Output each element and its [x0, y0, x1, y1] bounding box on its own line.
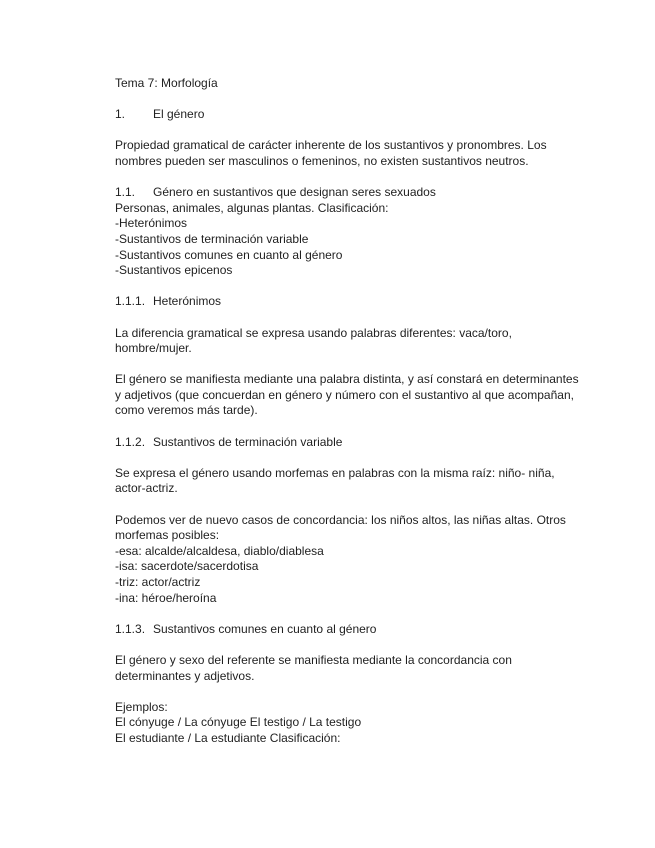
section-1-1-title: Género en sustantivos que designan seres sexuados [153, 185, 436, 200]
paragraph-line: actor-actriz. [115, 481, 178, 496]
section-1-1-2-title: Sustantivos de terminación variable [153, 434, 343, 449]
list-item: -esa: alcalde/alcaldesa, diablo/diablesa [115, 543, 324, 558]
spacer [115, 123, 585, 139]
paragraph-line: La diferencia gramatical se expresa usando palabras diferentes: vaca/toro, [115, 325, 512, 340]
list-item: -isa: sacerdote/sacerdotisa [115, 559, 259, 574]
spacer [115, 92, 585, 108]
section-1-1-3-title: Sustantivos comunes en cuanto al género [153, 621, 377, 636]
list-item: -Heterónimos [115, 216, 188, 231]
paragraph-line: morfemas posibles: [115, 528, 220, 543]
paragraph-line: nombres pueden ser masculinos o femeninos, no existen sustantivos neutros. [115, 153, 529, 168]
document-title: Tema 7: Morfología [115, 76, 218, 90]
section-1-title: El género [153, 107, 205, 122]
spacer [115, 279, 585, 295]
paragraph-line: como veremos más tarde). [115, 403, 258, 418]
list-item: -triz: actor/actriz [115, 575, 201, 589]
paragraph-line: Propiedad gramatical de carácter inherente de los sustantivos y pronombres. Los [115, 138, 547, 153]
section-1-1-2-number: 1.1.2. [115, 434, 146, 449]
section-1-1-1-number: 1.1.1. [115, 294, 146, 309]
paragraph-line: El estudiante / La estudiante Clasificación: [115, 730, 341, 745]
section-1-1-2-heading [115, 435, 585, 451]
section-1-1-3-number: 1.1.3. [115, 621, 146, 636]
list-item: -Sustantivos de terminación variable [115, 231, 309, 246]
paragraph-line: Personas, animales, algunas plantas. Clasificación: [115, 200, 389, 215]
document-body [115, 76, 585, 747]
spacer [115, 637, 585, 653]
section-1-1-3-heading [115, 622, 585, 638]
section-1-1-heading [115, 185, 585, 201]
spacer [115, 606, 585, 622]
spacer [115, 357, 585, 373]
paragraph-line: y adjetivos (que concuerdan en género y número con el sustantivo al que acompañan, [115, 387, 574, 402]
paragraph-line: Se expresa el género usando morfemas en palabras con la misma raíz: niño- niña, [115, 465, 555, 480]
paragraph-line: Podemos ver de nuevo casos de concordancia: los niños altos, las niñas altas. Otros [115, 512, 566, 527]
section-1-heading [115, 107, 585, 123]
list-item: -ina: héroe/heroína [115, 590, 217, 605]
spacer [115, 450, 585, 466]
spacer [115, 170, 585, 186]
section-1-1-number: 1.1. [115, 185, 136, 200]
list-item: -Sustantivos epicenos [115, 263, 233, 278]
paragraph-line: Ejemplos: [115, 699, 168, 714]
section-1-1-1-title: Heterónimos [153, 294, 222, 309]
spacer [115, 419, 585, 435]
paragraph-line: determinantes y adjetivos. [115, 668, 255, 683]
list-item: -Sustantivos comunes en cuanto al género [115, 247, 343, 262]
paragraph-line: El género y sexo del referente se manifiesta mediante la concordancia con [115, 652, 512, 667]
spacer [115, 497, 585, 513]
spacer [115, 310, 585, 326]
paragraph-line: El género se manifiesta mediante una palabra distinta, y así constará en determinantes [115, 372, 579, 387]
spacer [115, 684, 585, 700]
section-1-number: 1. [115, 107, 126, 122]
paragraph-line: El cónyuge / La cónyuge El testigo / La testigo [115, 715, 362, 730]
section-1-1-1-heading [115, 294, 585, 310]
paragraph-line: hombre/mujer. [115, 341, 192, 356]
